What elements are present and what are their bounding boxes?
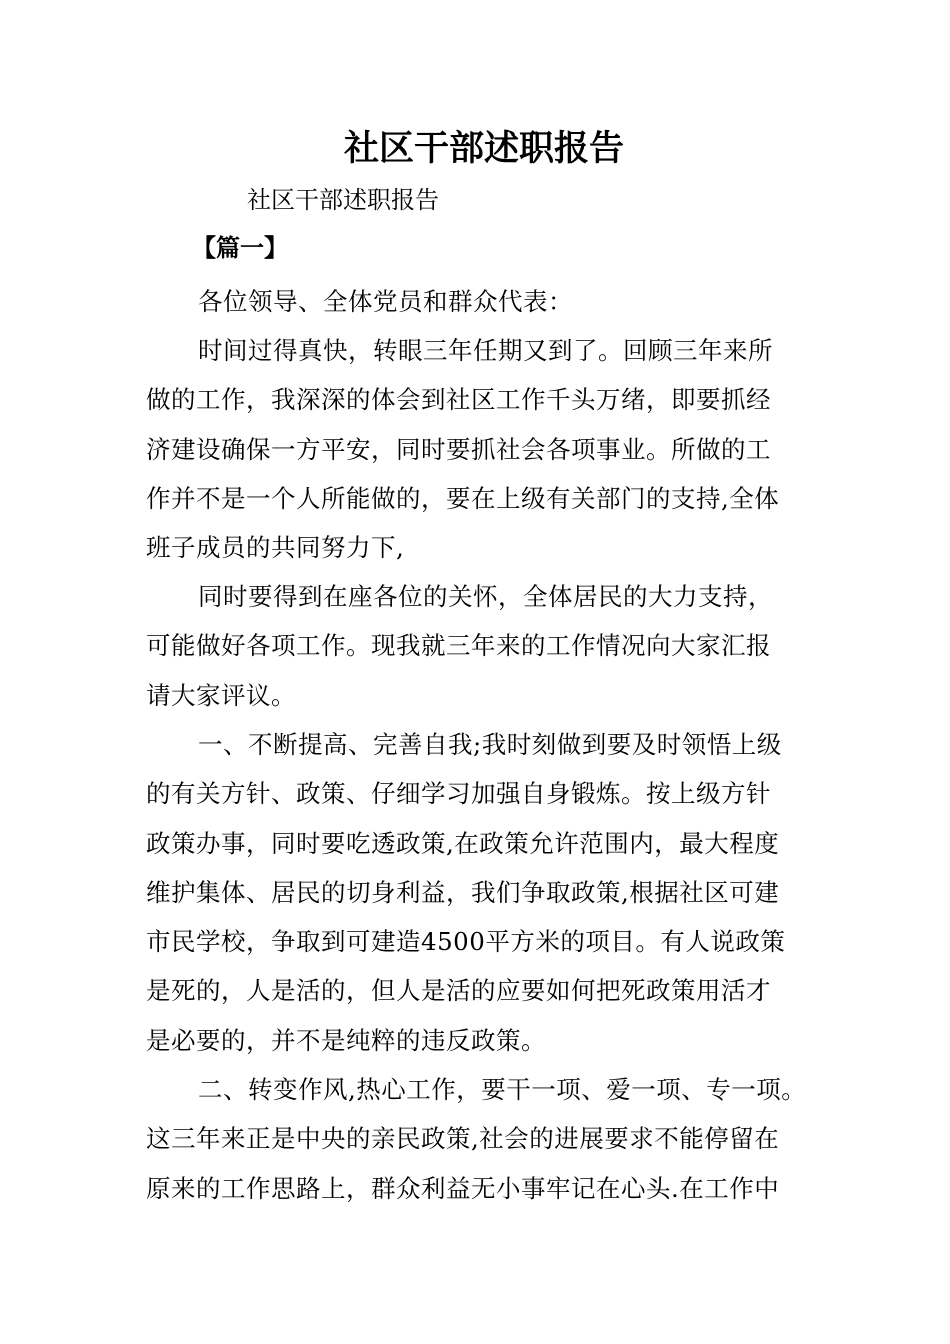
paragraph-line: 可能做好各项工作。现我就三年来的工作情况向大家汇报 (146, 631, 771, 661)
paragraph-line: 原来的工作思路上，群众利益无小事牢记在心头.在工作中 (146, 1173, 780, 1203)
document-subtitle: 社区干部述职报告 (247, 186, 439, 214)
paragraph-line: 济建设确保一方平安，同时要抓社会各项事业。所做的工 (146, 434, 771, 464)
paragraph-line: 是死的，人是活的，但人是活的应要如何把死政策用活才 (146, 976, 771, 1006)
paragraph-line: 做的工作，我深深的体会到社区工作千头万绪，即要抓经 (146, 385, 771, 415)
paragraph-line: 时间过得真快，转眼三年任期又到了。回顾三年来所 (198, 336, 773, 365)
paragraph-line: 一、不断提高、完善自我;我时刻做到要及时领悟上级 (198, 730, 782, 759)
paragraph-line: 的有关方针、政策、仔细学习加强自身锻炼。按上级方针 (146, 779, 771, 809)
paragraph-line: 是必要的，并不是纯粹的违反政策。 (146, 1025, 546, 1055)
paragraph-line: 二、转变作风,热心工作，要干一项、爱一项、专一项。 (198, 1075, 807, 1104)
paragraph-line: 市民学校，争取到可建造4500平方米的项目。有人说政策 (146, 927, 786, 957)
salutation (146, 277, 826, 326)
section-label: 【篇一】 (192, 234, 288, 262)
salutation-line: 各位领导、全体党员和群众代表： (198, 287, 573, 316)
paragraph-line: 同时要得到在座各位的关怀，全体居民的大力支持， (198, 582, 773, 611)
paragraph-3 (146, 720, 826, 1065)
paragraph-line: 维护集体、居民的切身利益，我们争取政策,根据社区可建 (146, 877, 780, 907)
paragraph-line: 班子成员的共同努力下, (146, 533, 405, 563)
paragraph-2 (146, 572, 826, 720)
document-title: 社区干部述职报告 (343, 128, 624, 169)
paragraph-line: 请大家评议。 (146, 680, 296, 710)
paragraph-1 (146, 326, 826, 572)
paragraph-line: 这三年来正是中央的亲民政策,社会的进展要求不能停留在 (146, 1124, 780, 1154)
paragraph-line: 作并不是一个人所能做的，要在上级有关部门的支持,全体 (146, 483, 780, 513)
paragraph-4 (146, 1065, 826, 1213)
paragraph-line: 政策办事，同时要吃透政策,在政策允许范围内，最大程度 (146, 828, 780, 858)
